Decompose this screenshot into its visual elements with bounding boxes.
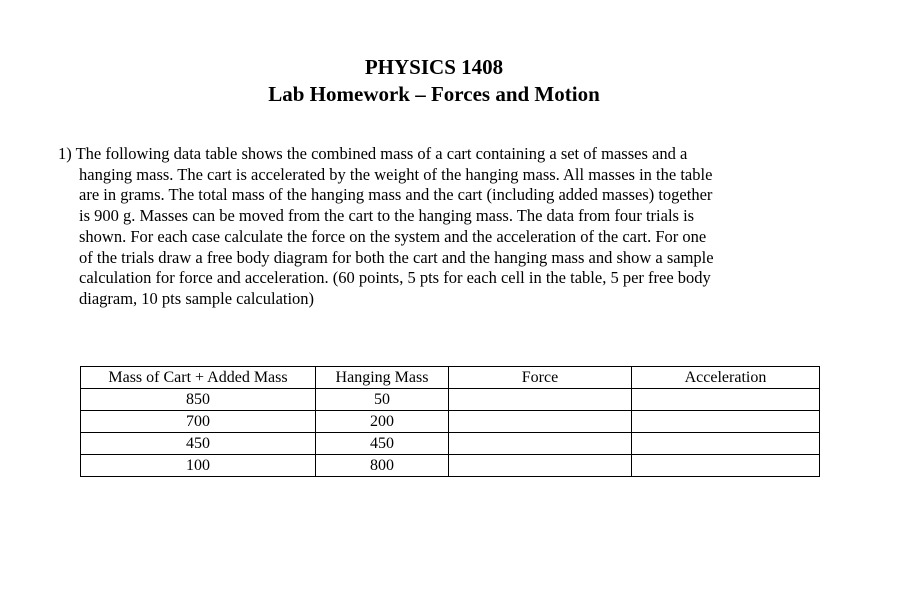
question-number: 1) [58, 144, 72, 163]
acceleration-cell[interactable] [632, 411, 820, 433]
acceleration-cell[interactable] [632, 455, 820, 477]
hanging-mass-cell: 50 [316, 389, 449, 411]
data-table [80, 366, 820, 477]
question-text-line: diagram, 10 pts sample calculation) [79, 288, 315, 308]
question-text-line: are in grams. The total mass of the hanging mass and the cart (including added masses) together [79, 185, 713, 205]
column-header-cart-mass: Mass of Cart + Added Mass [81, 367, 316, 389]
question-text-line: of the trials draw a free body diagram for both the cart and the hanging mass and show a sample [79, 247, 714, 267]
column-header-force: Force [449, 367, 632, 389]
hanging-mass-cell: 450 [316, 433, 449, 455]
cart-mass-cell: 450 [81, 433, 316, 455]
course-title: PHYSICS 1408 [364, 55, 504, 79]
question-text-line: shown. For each case calculate the force on the system and the acceleration of the cart. For one [79, 226, 707, 246]
force-cell[interactable] [449, 411, 632, 433]
table-row [81, 411, 820, 433]
column-header-acceleration: Acceleration [632, 367, 820, 389]
question-text-line: hanging mass. The cart is accelerated by the weight of the hanging mass. All masses in the table [79, 164, 713, 184]
table-header-row [81, 367, 820, 389]
force-cell[interactable] [449, 433, 632, 455]
question-text-line: The following data table shows the combined mass of a cart containing a set of masses and a [75, 144, 688, 163]
table-row [81, 433, 820, 455]
acceleration-cell[interactable] [632, 389, 820, 411]
cart-mass-cell: 700 [81, 411, 316, 433]
hanging-mass-cell: 800 [316, 455, 449, 477]
cart-mass-cell: 850 [81, 389, 316, 411]
force-cell[interactable] [449, 389, 632, 411]
force-cell[interactable] [449, 455, 632, 477]
question-text-line: is 900 g. Masses can be moved from the cart to the hanging mass. The data from four trials is [79, 206, 695, 226]
question-text-line: calculation for force and acceleration. (60 points, 5 pts for each cell in the table, 5 per free body [79, 268, 711, 288]
table-row [81, 455, 820, 477]
column-header-hanging-mass: Hanging Mass [316, 367, 449, 389]
assignment-title: Lab Homework – Forces and Motion [268, 82, 600, 106]
cart-mass-cell: 100 [81, 455, 316, 477]
hanging-mass-cell: 200 [316, 411, 449, 433]
acceleration-cell[interactable] [632, 433, 820, 455]
table-row [81, 389, 820, 411]
question-line [58, 144, 818, 165]
question-1 [58, 144, 818, 310]
